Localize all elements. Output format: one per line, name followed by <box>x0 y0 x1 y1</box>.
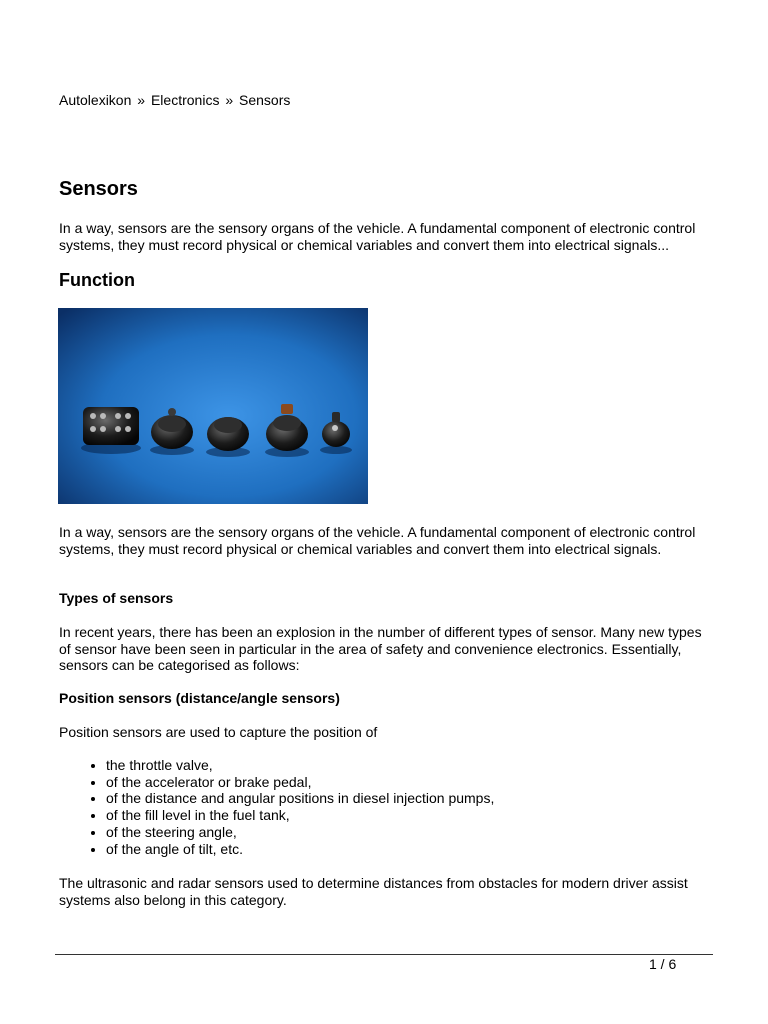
closing-paragraph: The ultrasonic and radar sensors used to determine distances from obstacles for modern driver assist systems also belong in this category. <box>59 875 688 908</box>
types-paragraph: In recent years, there has been an explosion in the number of different types of sensor. Many new types of sensor have been seen in particular in the area of safety and convenience electronics. Essentially, sensors can be categorised as follows: <box>59 624 702 673</box>
breadcrumb-separator: » <box>137 92 146 108</box>
breadcrumb-link-electronics[interactable]: Electronics <box>150 92 220 108</box>
position-intro-paragraph: Position sensors are used to capture the position of <box>59 724 378 740</box>
list-item: • of the accelerator or brake pedal, <box>106 774 494 791</box>
page-title: Sensors <box>59 178 138 200</box>
function-paragraph: In a way, sensors are the sensory organs of the vehicle. A fundamental component of electronic control systems, they must record physical or chemical variables and convert them into electrical signals. <box>59 524 696 557</box>
position-sensors-heading: Position sensors (distance/angle sensors) <box>59 690 340 706</box>
sensor-module-rect <box>81 407 141 454</box>
list-item: • the throttle valve, <box>106 757 494 774</box>
list-item: • of the steering angle, <box>106 824 494 841</box>
types-heading: Types of sensors <box>59 590 174 606</box>
position-uses-list <box>59 757 494 857</box>
breadcrumb-current: Sensors <box>239 92 291 108</box>
breadcrumb-link-autolexikon[interactable]: Autolexikon <box>59 92 132 108</box>
sensor-round-2 <box>206 417 250 457</box>
list-item: • of the angle of tilt, etc. <box>106 841 494 858</box>
list-item: • of the distance and angular positions in diesel injection pumps, <box>106 790 494 807</box>
footer-divider <box>55 954 713 955</box>
sensors-photo <box>58 308 368 504</box>
intro-paragraph: In a way, sensors are the sensory organs of the vehicle. A fundamental component of electronic control systems, they must record physical or chemical variables and convert them into electrical signals... <box>59 220 696 253</box>
breadcrumb <box>59 92 290 109</box>
page-indicator: 1 / 6 <box>649 956 677 972</box>
list-item: • of the fill level in the fuel tank, <box>106 807 494 824</box>
function-heading: Function <box>59 270 135 290</box>
photo-background <box>58 308 368 504</box>
breadcrumb-separator: » <box>225 92 234 108</box>
